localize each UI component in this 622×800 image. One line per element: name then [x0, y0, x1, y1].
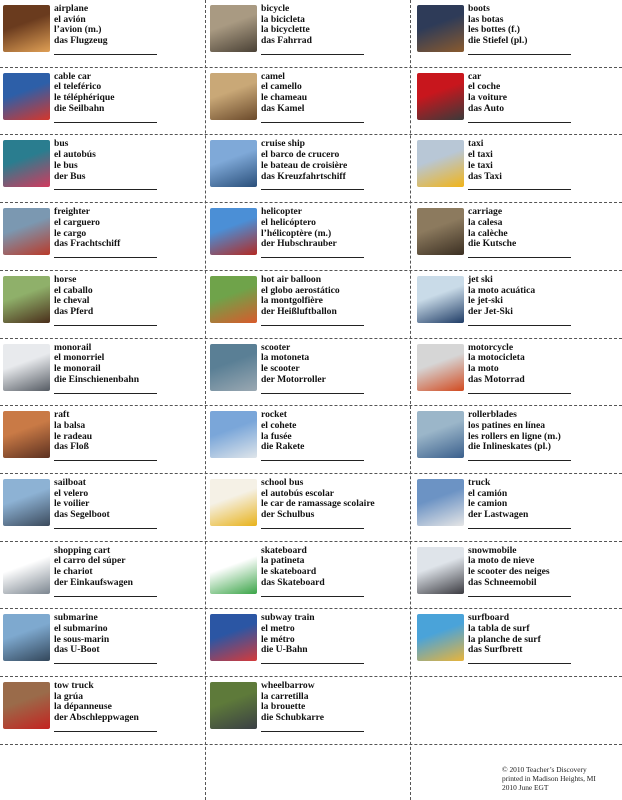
cable-car-photo	[3, 73, 50, 120]
horse-french: le cheval	[54, 295, 90, 307]
raft-photo	[3, 411, 50, 458]
card-hot-air-balloon	[207, 271, 414, 339]
card-horse	[0, 271, 207, 339]
wheelbarrow-german: die Schubkarre	[261, 712, 324, 724]
car-answer-blank	[468, 122, 571, 123]
carriage-english: carriage	[468, 206, 503, 218]
rollerblades-spanish: los patines en línea	[468, 419, 546, 431]
bus-photo	[3, 140, 50, 187]
freighter-photo	[3, 208, 50, 255]
horizontal-cut-line	[0, 338, 622, 339]
horizontal-cut-line	[0, 744, 622, 745]
card-freighter	[0, 203, 207, 271]
rocket-english: rocket	[261, 409, 287, 421]
skateboard-french: le skateboard	[261, 566, 317, 577]
raft-answer-blank	[54, 460, 157, 461]
monorail-answer-blank	[54, 393, 157, 394]
tow-truck-german: der Abschleppwagen	[54, 712, 139, 724]
freighter-translations	[54, 207, 204, 250]
camel-translations	[261, 72, 411, 115]
submarine-answer-blank	[54, 663, 157, 664]
helicopter-answer-blank	[261, 257, 364, 258]
card-boots	[414, 0, 621, 68]
surfboard-spanish: la tabla de surf	[468, 623, 530, 634]
surfboard-photo	[417, 614, 464, 661]
motorcycle-spanish: la motocicleta	[468, 352, 525, 364]
card-school-bus	[207, 474, 414, 542]
horizontal-cut-line	[0, 405, 622, 406]
helicopter-german: der Hubschrauber	[261, 238, 337, 250]
car-english: car	[468, 70, 482, 82]
card-subway-train	[207, 609, 414, 677]
car-photo	[417, 73, 464, 120]
subway-train-answer-blank	[261, 663, 364, 664]
boots-photo	[417, 5, 464, 52]
rollerblades-german: die Inlineskates (pl.)	[468, 441, 551, 453]
skateboard-english: skateboard	[261, 544, 307, 556]
taxi-answer-blank	[468, 189, 571, 190]
subway-train-french: le métro	[261, 633, 295, 645]
rocket-translations	[261, 410, 411, 453]
rocket-spanish: el cohete	[261, 419, 297, 431]
card-helicopter	[207, 203, 414, 271]
submarine-spanish: el submarino	[54, 623, 108, 634]
jet-ski-german: der Jet-Ski	[468, 305, 513, 317]
jet-ski-photo	[417, 276, 464, 323]
bus-german: der Bus	[54, 170, 86, 182]
camel-french: le chameau	[261, 92, 308, 104]
skateboard-translations	[261, 546, 411, 589]
surfboard-french: la planche de surf	[468, 633, 541, 645]
horizontal-cut-line	[0, 676, 622, 677]
skateboard-spanish: la patineta	[261, 555, 305, 567]
freighter-french: le cargo	[54, 227, 87, 239]
shopping-cart-photo	[3, 547, 50, 594]
jet-ski-translations	[468, 275, 618, 318]
camel-english: camel	[261, 70, 285, 82]
card-skateboard	[207, 542, 414, 610]
airplane-answer-blank	[54, 54, 157, 55]
bus-spanish: el autobús	[54, 149, 96, 161]
card-rollerblades	[414, 406, 621, 474]
surfboard-answer-blank	[468, 663, 571, 664]
motorcycle-answer-blank	[468, 393, 571, 394]
surfboard-english: surfboard	[468, 612, 510, 624]
tow-truck-french: la dépanneuse	[54, 701, 112, 713]
car-french: la voiture	[468, 92, 507, 104]
rollerblades-french: les rollers en ligne (m.)	[468, 430, 561, 442]
copyright-footer	[502, 765, 596, 792]
card-tow-truck	[0, 677, 207, 745]
motorcycle-english: motorcycle	[468, 341, 514, 353]
bus-french: le bus	[54, 159, 78, 171]
horse-translations	[54, 275, 204, 318]
snowmobile-french: le scooter des neiges	[468, 566, 550, 577]
snowmobile-english: snowmobile	[468, 544, 517, 556]
truck-translations	[468, 478, 618, 521]
cruise-ship-french: le bateau de croisière	[261, 159, 348, 171]
hot-air-balloon-translations	[261, 275, 411, 318]
airplane-translations	[54, 4, 204, 47]
bicycle-photo	[210, 5, 257, 52]
card-bus	[0, 135, 207, 203]
motorcycle-french: la moto	[468, 362, 499, 374]
card-wheelbarrow	[207, 677, 414, 745]
hot-air-balloon-french: la montgolfière	[261, 295, 323, 307]
sailboat-photo	[3, 479, 50, 526]
jet-ski-answer-blank	[468, 325, 571, 326]
horizontal-cut-line	[0, 67, 622, 68]
horse-spanish: el caballo	[54, 284, 93, 296]
taxi-german: das Taxi	[468, 170, 502, 182]
scooter-photo	[210, 344, 257, 391]
wheelbarrow-spanish: la carretilla	[261, 690, 309, 702]
card-motorcycle	[414, 339, 621, 407]
rollerblades-translations	[468, 410, 618, 453]
cable-car-translations	[54, 72, 204, 115]
wheelbarrow-translations	[261, 681, 411, 724]
school-bus-french: le car de ramassage scolaire	[261, 498, 375, 510]
card-cruise-ship	[207, 135, 414, 203]
carriage-photo	[417, 208, 464, 255]
scooter-answer-blank	[261, 393, 364, 394]
cable-car-english: cable car	[54, 70, 92, 82]
school-bus-photo	[210, 479, 257, 526]
horse-german: das Pferd	[54, 305, 94, 317]
hot-air-balloon-english: hot air balloon	[261, 273, 322, 285]
carriage-translations	[468, 207, 618, 250]
card-car	[414, 68, 621, 136]
monorail-photo	[3, 344, 50, 391]
camel-answer-blank	[261, 122, 364, 123]
car-translations	[468, 72, 618, 115]
airplane-french: l’avion (m.)	[54, 24, 102, 36]
card-airplane	[0, 0, 207, 68]
rocket-german: die Rakete	[261, 441, 305, 453]
cruise-ship-spanish: el barco de crucero	[261, 149, 340, 161]
cable-car-german: die Seilbahn	[54, 102, 105, 114]
shopping-cart-answer-blank	[54, 596, 157, 597]
boots-german: die Stiefel (pl.)	[468, 35, 528, 47]
cruise-ship-translations	[261, 139, 411, 182]
shopping-cart-german: der Einkaufswagen	[54, 576, 133, 588]
snowmobile-german: das Schneemobil	[468, 576, 537, 588]
subway-train-english: subway train	[261, 612, 315, 624]
car-spanish: el coche	[468, 81, 501, 93]
truck-german: der Lastwagen	[468, 509, 529, 520]
wheelbarrow-french: la brouette	[261, 701, 306, 713]
card-snowmobile	[414, 542, 621, 610]
bus-english: bus	[54, 138, 69, 150]
card-scooter	[207, 339, 414, 407]
helicopter-photo	[210, 208, 257, 255]
subway-train-spanish: el metro	[261, 623, 295, 634]
bus-answer-blank	[54, 189, 157, 190]
scooter-translations	[261, 343, 411, 386]
rocket-photo	[210, 411, 257, 458]
horse-answer-blank	[54, 325, 157, 326]
monorail-german: die Einschienenbahn	[54, 373, 140, 385]
hot-air-balloon-photo	[210, 276, 257, 323]
carriage-spanish: la calesa	[468, 216, 503, 228]
sailboat-german: das Segelboot	[54, 509, 110, 520]
shopping-cart-translations	[54, 546, 204, 589]
cruise-ship-answer-blank	[261, 189, 364, 190]
sailboat-answer-blank	[54, 528, 157, 529]
subway-train-photo	[210, 614, 257, 661]
submarine-english: submarine	[54, 612, 98, 624]
skateboard-german: das Skateboard	[261, 576, 325, 588]
snowmobile-photo	[417, 547, 464, 594]
taxi-spanish: el taxi	[468, 149, 493, 161]
subway-train-translations	[261, 613, 411, 656]
snowmobile-spanish: la moto de nieve	[468, 555, 535, 567]
horizontal-cut-line	[0, 541, 622, 542]
hot-air-balloon-german: der Heißluftballon	[261, 305, 337, 317]
tow-truck-photo	[3, 682, 50, 729]
school-bus-german: der Schulbus	[261, 509, 315, 520]
scooter-spanish: la motoneta	[261, 352, 310, 364]
monorail-french: le monorail	[54, 362, 101, 374]
horizontal-cut-line	[0, 473, 622, 474]
carriage-german: die Kutsche	[468, 238, 517, 250]
card-sailboat	[0, 474, 207, 542]
rollerblades-answer-blank	[468, 460, 571, 461]
cable-car-answer-blank	[54, 122, 157, 123]
camel-german: das Kamel	[261, 102, 305, 114]
wheelbarrow-answer-blank	[261, 731, 364, 732]
taxi-translations	[468, 139, 618, 182]
bicycle-translations	[261, 4, 411, 47]
truck-english: truck	[468, 476, 491, 488]
wheelbarrow-photo	[210, 682, 257, 729]
rollerblades-photo	[417, 411, 464, 458]
motorcycle-photo	[417, 344, 464, 391]
card-truck	[414, 474, 621, 542]
footer-printed-location: printed in Madison Heights, MI	[502, 774, 596, 783]
boots-answer-blank	[468, 54, 571, 55]
hot-air-balloon-spanish: el globo aerostático	[261, 284, 340, 296]
scooter-english: scooter	[261, 341, 291, 353]
tow-truck-translations	[54, 681, 204, 724]
sailboat-spanish: el velero	[54, 487, 89, 499]
school-bus-answer-blank	[261, 528, 364, 529]
car-german: das Auto	[468, 102, 504, 114]
school-bus-spanish: el autobús escolar	[261, 487, 335, 499]
card-raft	[0, 406, 207, 474]
cable-car-spanish: el teleférico	[54, 81, 102, 93]
card-monorail	[0, 339, 207, 407]
jet-ski-french: le jet-ski	[468, 295, 503, 307]
cable-car-french: le téléphérique	[54, 92, 115, 104]
motorcycle-german: das Motorrad	[468, 373, 525, 385]
scooter-german: der Motorroller	[261, 373, 326, 385]
horse-photo	[3, 276, 50, 323]
card-jet-ski	[414, 271, 621, 339]
submarine-french: le sous-marin	[54, 633, 110, 645]
jet-ski-english: jet ski	[468, 273, 493, 285]
freighter-german: das Frachtschiff	[54, 238, 121, 250]
airplane-english: airplane	[54, 3, 89, 14]
camel-spanish: el camello	[261, 81, 302, 93]
subway-train-german: die U-Bahn	[261, 644, 308, 656]
raft-english: raft	[54, 409, 70, 421]
cruise-ship-english: cruise ship	[261, 138, 305, 150]
school-bus-english: school bus	[261, 476, 304, 488]
vertical-cut-line	[205, 0, 206, 800]
helicopter-spanish: el helicóptero	[261, 216, 316, 228]
cruise-ship-german: das Kreuzfahrtschiff	[261, 170, 346, 182]
raft-spanish: la balsa	[54, 419, 86, 431]
raft-translations	[54, 410, 204, 453]
raft-german: das Floß	[54, 441, 89, 453]
card-taxi	[414, 135, 621, 203]
freighter-spanish: el carguero	[54, 216, 100, 228]
surfboard-german: das Surfbrett	[468, 644, 523, 656]
skateboard-answer-blank	[261, 596, 364, 597]
boots-spanish: las botas	[468, 13, 504, 25]
sailboat-english: sailboat	[54, 476, 86, 488]
truck-answer-blank	[468, 528, 571, 529]
skateboard-photo	[210, 547, 257, 594]
airplane-photo	[3, 5, 50, 52]
surfboard-translations	[468, 613, 618, 656]
bus-translations	[54, 139, 204, 182]
card-carriage	[414, 203, 621, 271]
shopping-cart-english: shopping cart	[54, 544, 111, 556]
sailboat-translations	[54, 478, 204, 521]
bicycle-english: bicycle	[261, 3, 290, 14]
school-bus-translations	[261, 478, 411, 521]
horizontal-cut-line	[0, 202, 622, 203]
monorail-translations	[54, 343, 204, 386]
card-rocket	[207, 406, 414, 474]
monorail-english: monorail	[54, 341, 92, 353]
snowmobile-answer-blank	[468, 596, 571, 597]
boots-english: boots	[468, 3, 490, 14]
scooter-french: le scooter	[261, 362, 300, 374]
camel-photo	[210, 73, 257, 120]
tow-truck-answer-blank	[54, 731, 157, 732]
snowmobile-translations	[468, 546, 618, 589]
rocket-answer-blank	[261, 460, 364, 461]
jet-ski-spanish: la moto acuática	[468, 284, 536, 296]
shopping-cart-spanish: el carro del súper	[54, 555, 126, 567]
freighter-english: freighter	[54, 206, 91, 218]
wheelbarrow-english: wheelbarrow	[261, 680, 315, 691]
taxi-photo	[417, 140, 464, 187]
carriage-french: la calèche	[468, 227, 508, 239]
truck-french: le camion	[468, 498, 508, 510]
taxi-english: taxi	[468, 138, 484, 150]
motorcycle-translations	[468, 343, 618, 386]
footer-copyright: © 2010 Teacher’s Discovery	[502, 765, 587, 774]
airplane-spanish: el avión	[54, 13, 86, 25]
helicopter-french: l’hélicoptère (m.)	[261, 227, 332, 239]
carriage-answer-blank	[468, 257, 571, 258]
horse-english: horse	[54, 273, 77, 285]
taxi-french: le taxi	[468, 159, 493, 171]
horizontal-cut-line	[0, 608, 622, 609]
card-surfboard	[414, 609, 621, 677]
cruise-ship-photo	[210, 140, 257, 187]
boots-translations	[468, 4, 618, 47]
submarine-translations	[54, 613, 204, 656]
tow-truck-spanish: la grúa	[54, 690, 84, 702]
bicycle-spanish: la bicicleta	[261, 13, 305, 25]
helicopter-english: helicopter	[261, 206, 303, 218]
horizontal-cut-line	[0, 134, 622, 135]
airplane-german: das Flugzeug	[54, 35, 108, 47]
truck-photo	[417, 479, 464, 526]
card-bicycle	[207, 0, 414, 68]
freighter-answer-blank	[54, 257, 157, 258]
helicopter-translations	[261, 207, 411, 250]
card-cable-car	[0, 68, 207, 136]
bicycle-answer-blank	[261, 54, 364, 55]
truck-spanish: el camión	[468, 487, 508, 499]
horizontal-cut-line	[0, 270, 622, 271]
raft-french: le radeau	[54, 430, 93, 442]
submarine-photo	[3, 614, 50, 661]
tow-truck-english: tow truck	[54, 680, 94, 691]
card-submarine	[0, 609, 207, 677]
card-shopping-cart	[0, 542, 207, 610]
vertical-cut-line	[410, 0, 411, 800]
sailboat-french: le voilier	[54, 498, 90, 510]
hot-air-balloon-answer-blank	[261, 325, 364, 326]
rollerblades-english: rollerblades	[468, 409, 517, 421]
card-camel	[207, 68, 414, 136]
bicycle-french: la bicyclette	[261, 24, 310, 36]
footer-date-code: 2010 June EGT	[502, 783, 549, 792]
submarine-german: das U-Boot	[54, 644, 100, 656]
monorail-spanish: el monorriel	[54, 352, 105, 364]
boots-french: les bottes (f.)	[468, 24, 520, 36]
shopping-cart-french: le chariot	[54, 566, 93, 577]
rocket-french: la fusée	[261, 430, 292, 442]
bicycle-german: das Fahrrad	[261, 35, 312, 47]
